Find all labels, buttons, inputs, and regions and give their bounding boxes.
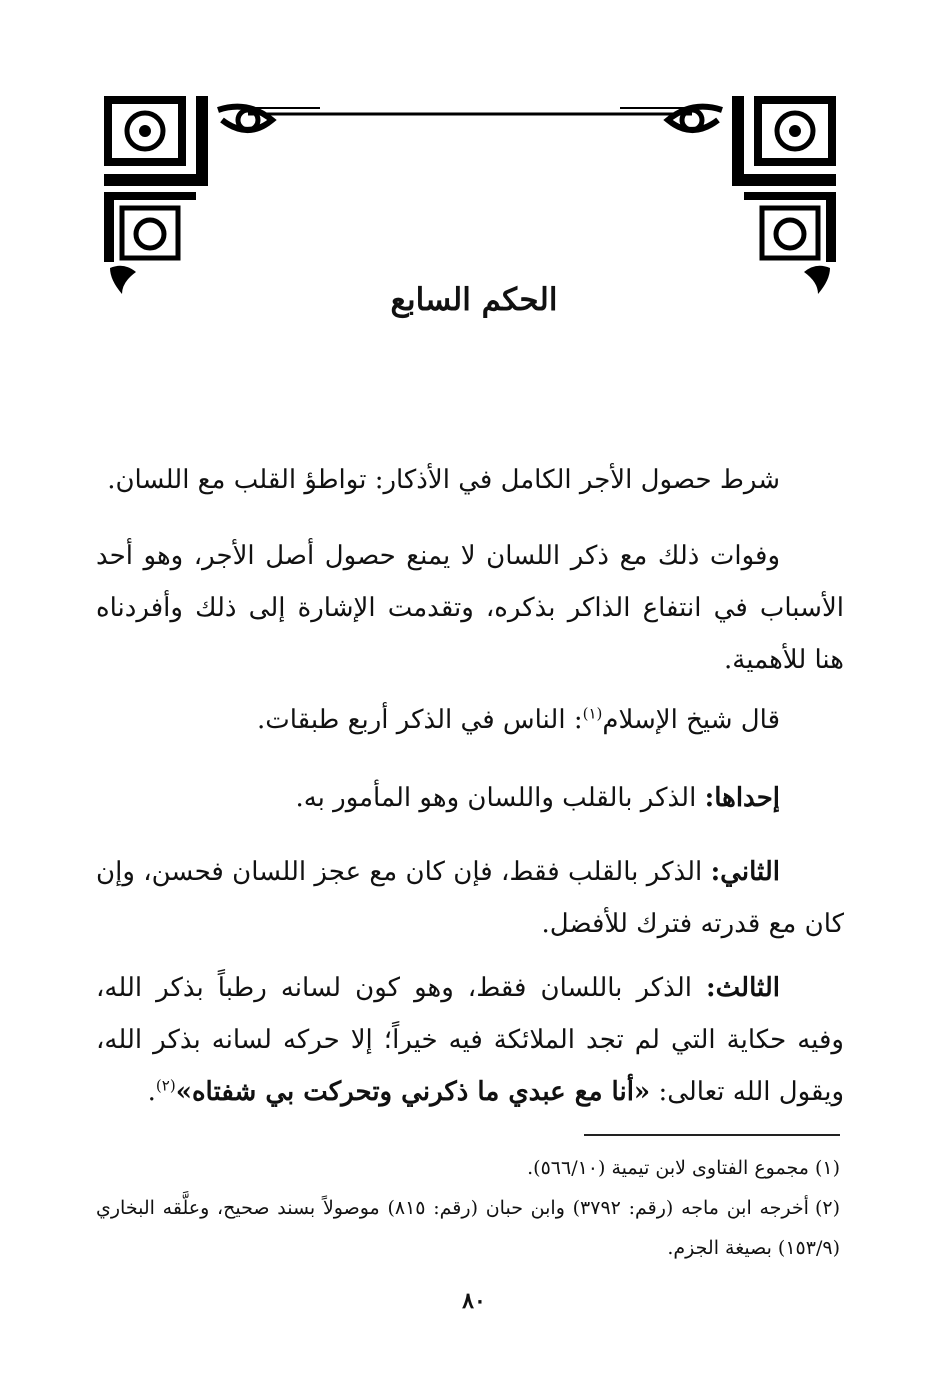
footnote-1 (96, 1148, 840, 1188)
decorative-frame-ornament (100, 92, 840, 302)
footnote-ref-1: (١) (582, 704, 603, 723)
footnote-text: أخرجه ابن ماجه (رقم: ٣٧٩٢) وابن حبان (رقم: ٨١٥) موصولاً بسند صحيح، وعلَّقه البخاري (١٥٣/٩) بصيغة الجزم. (96, 1197, 840, 1259)
chapter-title: الحكم السابع (390, 282, 558, 318)
footnotes (96, 1148, 840, 1268)
sentence-end: . (147, 1077, 156, 1107)
level-lead: إحداها: (704, 783, 780, 813)
level-text: الذكر بالقلب فقط، فإن كان مع عجز اللسان فحسن، وإن كان مع قدرته فترك للأفضل. (96, 857, 844, 939)
page-number: ٨٠ (462, 1288, 486, 1314)
level-text: الذكر باللسان فقط، وهو كون لسانه رطباً بذكر الله، وفيه حكاية التي لم تجد الملائكة فيه خيراً؛ إلا حركه لسانه بذكر الله، ويقول الله تعالى: (96, 973, 844, 1107)
level-text: الذكر بالقلب واللسان وهو المأمور به. (295, 783, 705, 813)
paragraph-text: شرط حصول الأجر الكامل في الأذكار: تواطؤ القلب مع اللسان. (107, 465, 780, 495)
footnote-number: (١) (814, 1157, 840, 1179)
footnote-number: (٢) (814, 1197, 840, 1219)
paragraph-condition (96, 454, 844, 506)
footnote-divider (584, 1134, 840, 1136)
paragraph-missing-harmony (96, 530, 844, 686)
footnote-2 (96, 1188, 840, 1268)
paragraph-shaykh-quote (96, 694, 844, 746)
paragraph-text (96, 694, 844, 746)
paragraph-text (96, 772, 844, 824)
quote-body: : الناس في الذكر أربع طبقات. (257, 705, 583, 735)
quote-intro: قال شيخ الإسلام (602, 705, 780, 735)
hadith-quote: «أنا مع عبدي ما ذكرني وتحركت بي شفتاه» (175, 1077, 651, 1107)
paragraph-second-level (96, 846, 844, 950)
paragraph-text (96, 846, 844, 950)
paragraph-first-level (96, 772, 844, 824)
footnote-ref-2: (٢) (155, 1076, 176, 1095)
level-lead: الثاني: (710, 857, 780, 887)
paragraph-text: وفوات ذلك مع ذكر اللسان لا يمنع حصول أصل الأجر، وهو أحد الأسباب في انتفاع الذاكر بذكره، وتقدمت الإشارة إلى ذلك وأفردناه هنا للأهمية. (96, 541, 844, 675)
level-lead: الثالث: (706, 973, 780, 1003)
footnote-text: مجموع الفتاوى لابن تيمية (٥٦٦/١٠). (527, 1157, 809, 1179)
paragraph-text (96, 962, 844, 1118)
paragraph-third-level (96, 962, 844, 1118)
